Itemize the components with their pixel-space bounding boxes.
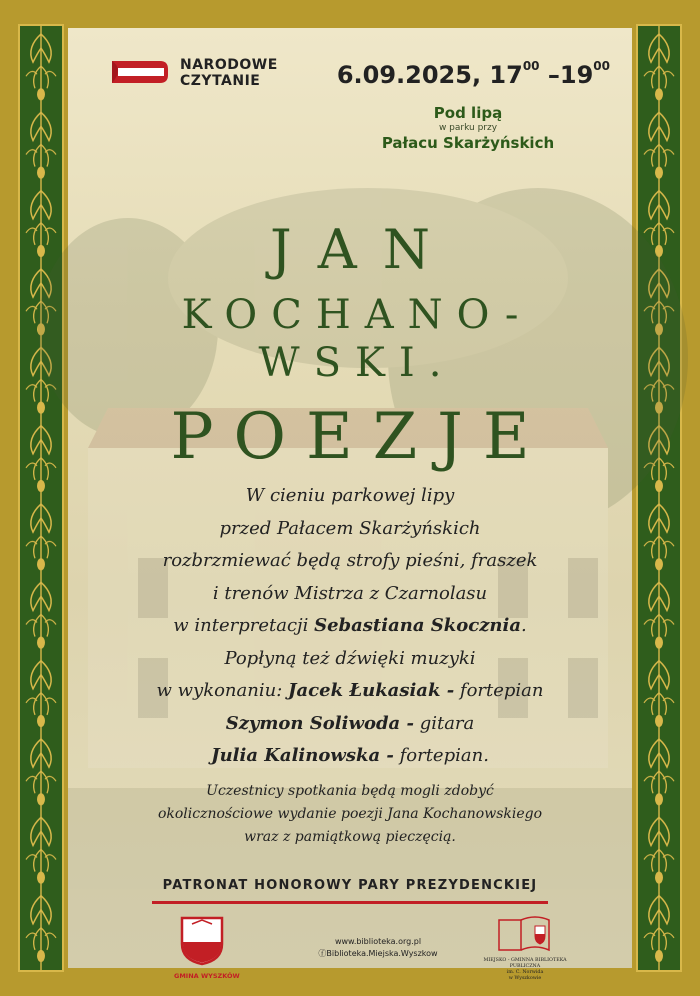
- description-line: [68, 708, 632, 741]
- event-description: [68, 480, 632, 773]
- library-name-line3: w Wyszkowie: [508, 976, 542, 981]
- library-book-icon: [495, 914, 555, 954]
- gmina-wyszkow-logo: [174, 916, 240, 980]
- closing-line: Uczestnicy spotkania będą mogli zdobyć: [206, 783, 494, 799]
- title-line2: KOCHANO-: [181, 292, 533, 338]
- facebook-link[interactable]: [278, 948, 478, 960]
- time-start-minutes: 00: [522, 59, 540, 73]
- performer-name: Szymon Soliwoda -: [225, 712, 414, 734]
- description-text: w wykonaniu:: [156, 680, 288, 701]
- library-name-line2: im. C. Norwida: [506, 970, 544, 975]
- narodowe-czytanie-logo: [110, 57, 278, 89]
- coat-of-arms-icon: [180, 916, 224, 966]
- description-text: .: [521, 615, 527, 636]
- gmina-label: GMINA WYSZKÓW: [174, 972, 240, 980]
- description-text: w interpretacji: [173, 615, 315, 636]
- location-line2: w parku przy: [438, 123, 498, 133]
- library-logo: [470, 914, 580, 982]
- ornamental-border-left: [18, 24, 64, 972]
- tulip-ornament-left: [20, 26, 62, 970]
- event-date-time: [337, 61, 610, 89]
- book-logo-icon: [110, 57, 170, 89]
- closing-note: [68, 780, 632, 849]
- logo-text-line1: NARODOWE: [180, 57, 278, 73]
- closing-line: wraz z pamiątkową pieczęcią.: [244, 829, 456, 845]
- content-panel: [68, 28, 632, 981]
- description-line: [68, 610, 632, 643]
- facebook-icon: ⓕ: [318, 949, 327, 958]
- tulip-ornament-right: [638, 26, 680, 970]
- description-line: rozbrzmiewać będą strofy pieśni, fraszek: [162, 550, 538, 571]
- time-end-minutes: 00: [593, 59, 610, 73]
- facebook-handle: Biblioteka.Miejska.Wyszkow: [326, 949, 438, 958]
- description-line: Popłyną też dźwięki muzyki: [224, 647, 476, 669]
- description-line: i trenów Mistrza z Czarnolasu: [212, 582, 488, 604]
- website-link[interactable]: www.biblioteka.org.pl: [334, 937, 422, 946]
- title-line4: POEZJE: [170, 400, 550, 474]
- instrument: fortepian.: [393, 745, 489, 766]
- honorary-patronage: PATRONAT HONOROWY PARY PREZYDENCKIEJ: [162, 878, 538, 893]
- performer-name: Jacek Łukasiak -: [288, 680, 455, 701]
- red-divider: [152, 901, 548, 904]
- event-date: 6.09.2025, 17: [336, 61, 523, 89]
- description-line: W cieniu parkowej lipy: [245, 485, 455, 506]
- description-line: [68, 740, 632, 773]
- closing-line: okolicznościowe wydanie poezji Jana Kochanowskiego: [157, 806, 543, 822]
- library-name-line1: MIEJSKO - GMINNA BIBLIOTEKA PUBLICZNA: [483, 958, 567, 969]
- performer-name: Sebastiana Skocznia: [314, 615, 522, 636]
- ornamental-border-right: [636, 24, 682, 972]
- location-line1: Pod lipą: [433, 104, 503, 122]
- time-separator-end: –19: [539, 61, 594, 89]
- description-line: [68, 675, 632, 708]
- instrument: fortepian: [454, 680, 544, 701]
- title-line3: WSKI.: [258, 340, 456, 386]
- performer-name: Julia Kalinowska -: [211, 745, 394, 766]
- event-location: [358, 104, 578, 152]
- logo-text-line2: CZYTANIE: [180, 73, 261, 89]
- title-line1: JAN: [270, 218, 456, 281]
- description-line: przed Pałacem Skarżyńskich: [219, 517, 481, 539]
- contact-links: [278, 936, 478, 960]
- instrument: gitara: [413, 712, 475, 734]
- location-line3: Pałacu Skarżyńskich: [381, 134, 555, 152]
